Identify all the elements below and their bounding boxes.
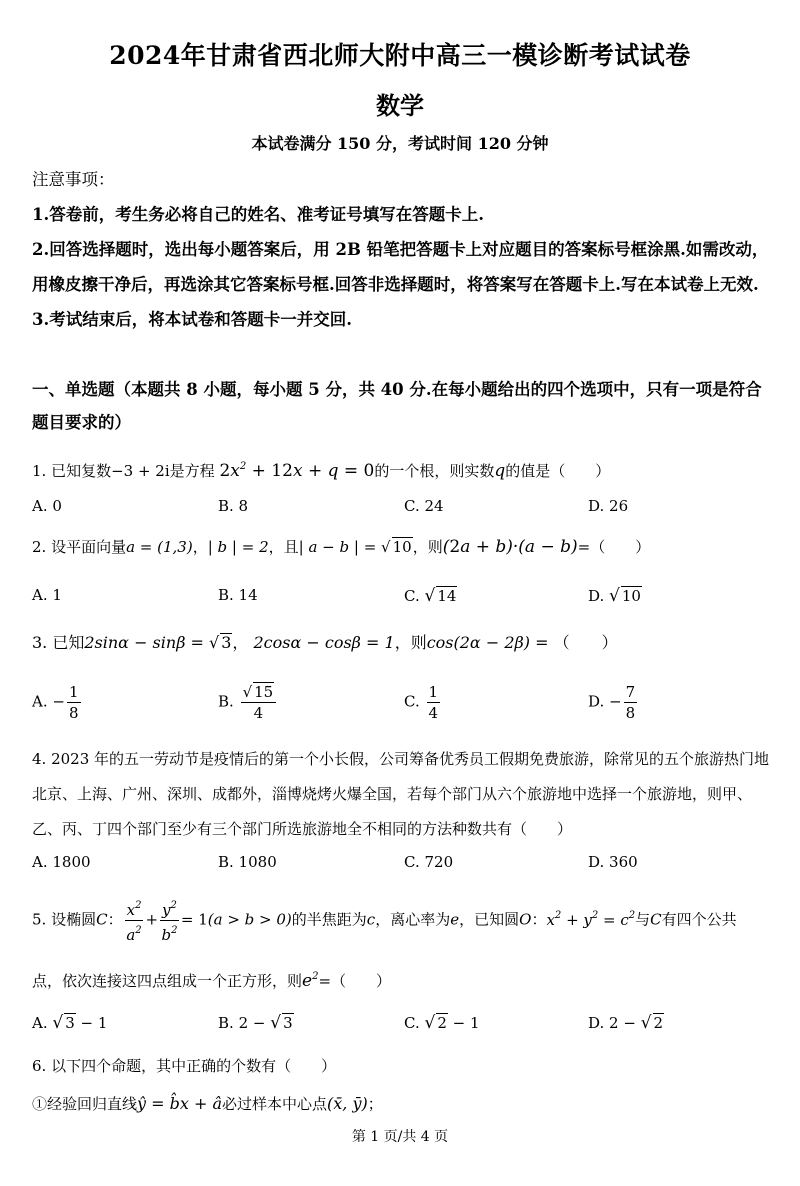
q2-option-d[interactable]: D. √ 10 [588,586,641,606]
q3-mid: ，则 [394,633,427,652]
q5-options [32,1013,776,1037]
q1-suffix: 的值是（ ） [505,462,611,480]
q4-options [32,853,776,877]
page-footer: 第 1 页/共 4 页 [351,1129,449,1145]
q1-option-b[interactable]: B. 8 [218,497,249,515]
question-4: 4. 2023 年的五一劳动节是疫情后的第一个小长假，公司筹备优秀员工假期免费旅游，除常见的五个旅游热门地北京、上海、广州、深圳、成都外，淄博烧烤火爆全国，若每个部门从六个旅游地中选择一个旅游地，则甲、乙、丙、丁四个部门至少有三个部门所选旅游地全不相同的方法种数共有（ ） [32,750,770,838]
subject-title: 数学 [376,91,424,120]
q1-equation: $2x^2 + 12x + q = 0$ [219,461,375,481]
section-heading: 一、单选题（本题共 8 小题，每小题 5 分，共 40 分.在每小题给出的四个选项中，只有一项是符合题目要求的） [32,380,762,432]
q4-option-a[interactable]: A. 1800 [32,853,91,871]
q2-then: ，则 [412,538,443,556]
q3-suffix: （ ） [553,633,618,652]
question-2 [32,536,792,558]
page-title: 2024年甘肃省西北师大附中高三一模诊断考试试卷 [109,41,691,70]
question-3: 3. 已知2sinα − sinβ = √ 3， 2cosα − cosβ = 1，则cos(2α − 2β) = （ ） [32,633,618,652]
q3-eq1: 2sinα − sinβ = [84,633,210,652]
q1-option-a[interactable]: A. 0 [32,497,62,515]
notes-section [32,162,776,337]
q1-option-c[interactable]: C. 24 [404,497,444,515]
note-item-3: 3.考试结束后，将本试卷和答题卡一并交回. [32,310,352,329]
q5-option-c[interactable]: C. √ 2 − 1 [404,1013,480,1033]
q1-complex: −3 + 2i [111,462,170,480]
q4-option-d[interactable]: D. 360 [588,853,638,871]
q2-mid: ，且 [268,538,299,556]
q1-option-d[interactable]: D. 26 [588,497,629,515]
q1-prefix: 1. 已知复数 [32,462,112,480]
q2-options [32,586,776,610]
q1-mid2: 的一个根，则实数 [374,462,495,480]
q2-expression: (2a + b)·(a − b) [442,537,578,557]
q2-option-b[interactable]: B. 14 [218,586,258,604]
question-5-line2: 点，依次连接这四点组成一个正方形，则$e^2=$（ ） [32,971,392,991]
q3-option-c[interactable]: C. $\frac{1}{4}$ [404,683,439,722]
q3-option-d[interactable]: D. − $\frac{7}{8}$ [588,683,636,722]
note-item-1: 1.答卷前，考生务必将自己的姓名、准考证号填写在答题卡上. [32,205,484,224]
q3-eq2: 2cosα − cosβ = 1 [253,633,395,652]
q3-expr: cos(2α − 2β) = [426,633,554,652]
q1-options [32,497,776,521]
question-5: 5. 设椭圆C： $\frac{x^2}{a^2}$ + $\frac{y^2}{b^2}$ = 1(a > b > 0)的半焦距为c，离心率为e，已知圆O：$x^2 + y^2 = c^2$与C有四个公共 [32,896,792,942]
q2-prefix: 2. 设平面向量 [32,538,127,556]
q3-option-b[interactable]: B. $\frac{√ 15}{4}$ [218,682,278,723]
q4-option-c[interactable]: C. 720 [404,853,454,871]
q5-c-label: C [96,910,108,929]
q1-mid: 是方程 [169,462,215,480]
note-item-2: 2.回答选择题时，选出每小题答案后，用 2B 铅笔把答题卡上对应题目的答案标号框涂黑.如需改动，用橡皮擦干净后，再选涂其它答案标号框.回答非选择题时，将答案写在答题卡上.写在本试卷上无效. [32,240,769,294]
q2-norm-b: | b | = 2 [207,538,269,556]
q2-end: =（ ） [577,538,651,556]
q2-sep: ， [192,538,208,556]
q5-prefix: 5. 设椭圆 [32,910,97,929]
q4-option-b[interactable]: B. 1080 [218,853,277,871]
q5-option-d[interactable]: D. 2 − √ 2 [588,1013,664,1033]
q5-mid: 的半焦距为 [291,910,367,929]
q5-option-b[interactable]: B. 2 − √ 3 [218,1013,293,1033]
q5-option-a[interactable]: A. √ 3 − 1 [32,1013,108,1033]
exam-info: 本试卷满分 150 分，考试时间 120 分钟 [251,134,549,153]
q2-option-c[interactable]: C. √ 14 [404,586,457,606]
q3-option-a[interactable]: A. − $\frac{1}{8}$ [32,683,79,722]
question-6-item-1: ①经验回归直线ŷ = b̂x + â必过样本中心点(x̄, ȳ)； [32,1094,383,1113]
q2-condition: | a − b | = √ 10 [298,538,412,556]
q5-mid2: ，离心率为 [375,910,451,929]
q2-vec-a: a = (1,3) [126,538,193,556]
q2-option-a[interactable]: A. 1 [32,586,62,604]
q5-mid3: ，已知圆 [459,910,520,929]
question-1 [32,456,792,482]
q1-var: q [494,461,506,481]
q3-prefix: 3. 已知 [32,633,85,652]
question-6: 6. 以下四个命题，其中正确的个数有（ ） [32,1057,337,1075]
notes-heading: 注意事项： [32,170,115,189]
q3-options [32,682,776,728]
